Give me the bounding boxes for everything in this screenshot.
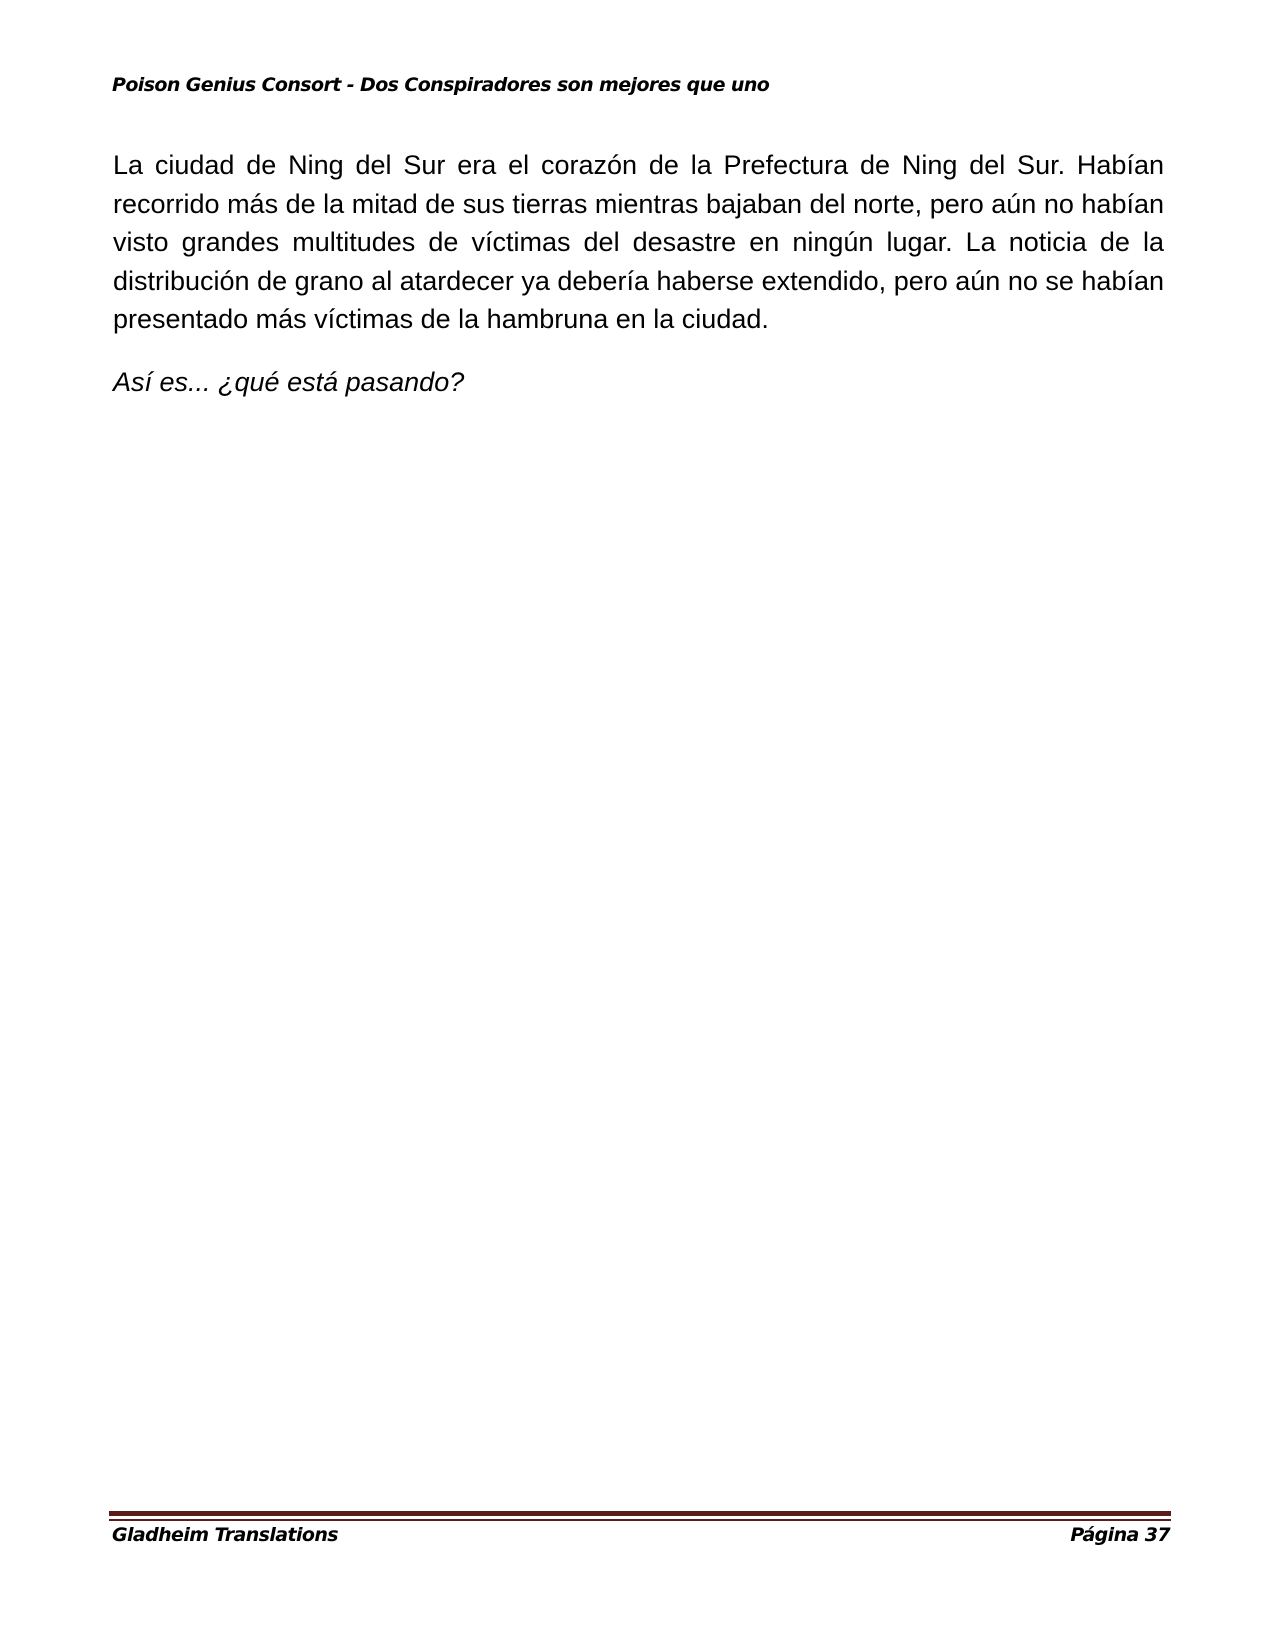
page-footer [112, 1522, 1170, 1548]
footer-divider-thick-line [109, 1511, 1171, 1516]
footer-divider-thin-line [109, 1519, 1171, 1521]
footer-publisher: Gladheim Translations [112, 1524, 338, 1546]
body-paragraph-italic: Así es... ¿qué está pasando? [113, 367, 465, 397]
page-header-title: Poison Genius Consort - Dos Conspiradores son mejores que uno [112, 74, 770, 96]
body-paragraph: La ciudad de Ning del Sur era el corazón de la Prefectura de Ning del Sur. Habían recorrido más de la mitad de sus tierras mientras bajaban del norte, pero aún no habían visto grandes multitudes de víctimas del desastre en ningún lugar. La noticia de la distribución de grano al atardecer ya debería haberse extendido, pero aún no se habían presentado más víctimas de la hambruna en la ciudad. [113, 150, 1164, 334]
footer-page-number: Página 37 [1070, 1524, 1170, 1546]
